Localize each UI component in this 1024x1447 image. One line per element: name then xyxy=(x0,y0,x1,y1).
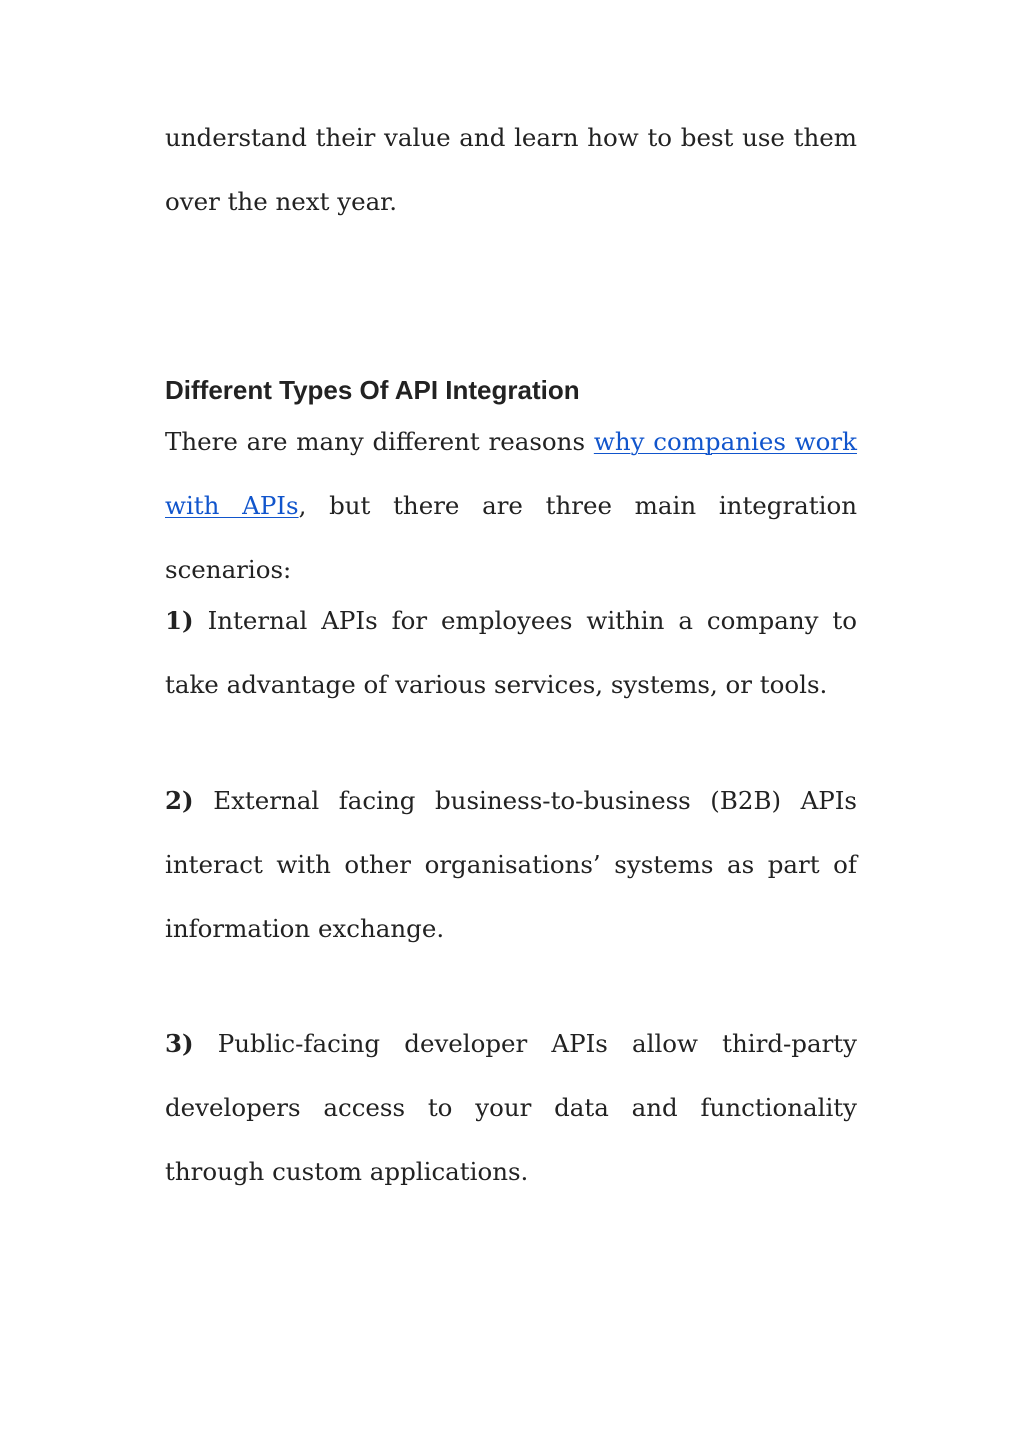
scenario-text-1: Internal APIs for employees within a company to take advantage of various services, systems, or tools. xyxy=(165,606,857,699)
reasons-text-after: , but there are three main integration scenarios: xyxy=(165,491,858,584)
scenario-item-2 xyxy=(165,769,857,961)
scenario-item-1 xyxy=(165,589,857,717)
reasons-text-before: There are many different reasons xyxy=(165,427,594,456)
intro-paragraph: understand their value and learn how to best use them over the next year. xyxy=(165,123,857,216)
scenario-number-2: 2) xyxy=(165,786,194,815)
section-heading: Different Types Of API Integration xyxy=(165,375,580,405)
scenario-text-2: External facing business-to-business (B2B) APIs interact with other organisations’ systems as part of information exchange. xyxy=(165,786,857,943)
scenario-number-3: 3) xyxy=(165,1029,194,1058)
scenario-text-3: Public-facing developer APIs allow third-party developers access to your data and functionality through custom applications. xyxy=(165,1029,857,1186)
scenario-item-3 xyxy=(165,1012,857,1204)
reasons-paragraph xyxy=(165,410,857,602)
companies-apis-link[interactable]: why companies work with APIs xyxy=(165,427,857,520)
scenario-number-1: 1) xyxy=(165,606,194,635)
